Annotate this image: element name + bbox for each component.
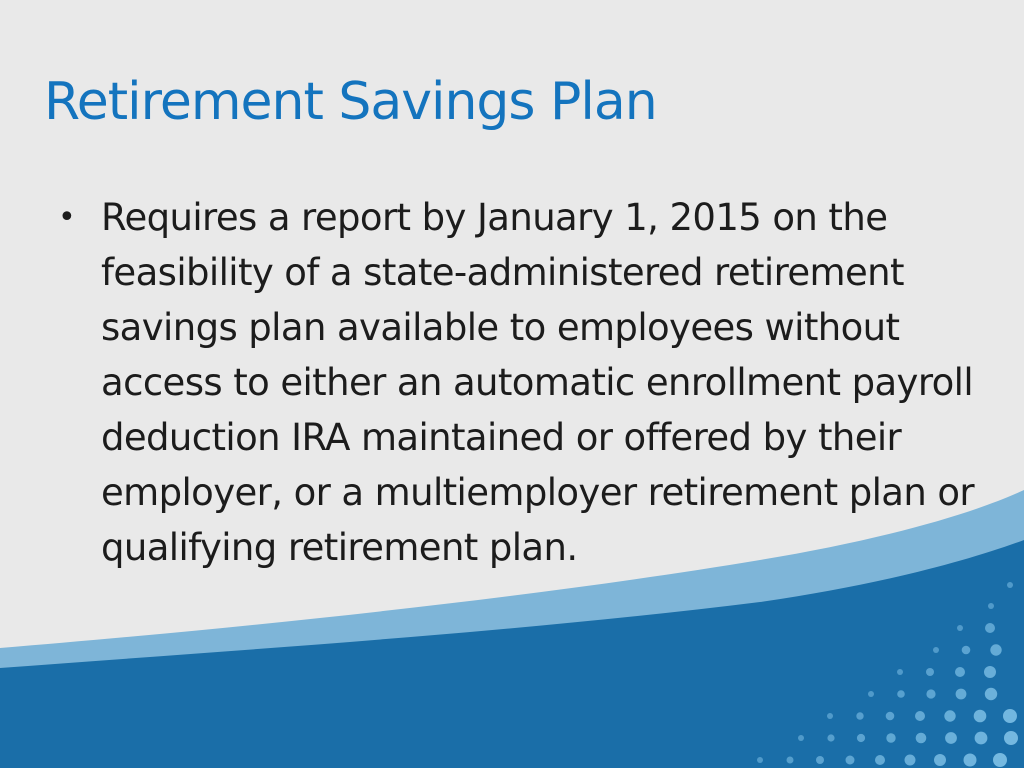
halftone-dot	[886, 733, 895, 742]
bullet-item	[58, 190, 988, 575]
halftone-dot	[827, 734, 834, 741]
bullet-list	[58, 190, 988, 575]
halftone-dot	[897, 669, 903, 675]
halftone-dot	[993, 753, 1007, 767]
halftone-dot	[984, 666, 996, 678]
halftone-dot	[957, 625, 963, 631]
halftone-dot	[787, 757, 794, 764]
halftone-dot	[915, 711, 925, 721]
slide-title: Retirement Savings Plan	[44, 72, 657, 132]
halftone-dot	[868, 691, 874, 697]
halftone-dot	[827, 713, 833, 719]
halftone-dot	[975, 732, 988, 745]
halftone-dot	[988, 603, 994, 609]
halftone-dot	[1003, 709, 1017, 723]
halftone-dot	[944, 710, 955, 721]
halftone-dot	[974, 710, 987, 723]
halftone-dot	[886, 712, 895, 721]
halftone-dot	[956, 689, 967, 700]
halftone-dot	[955, 667, 965, 677]
halftone-dot	[933, 647, 939, 653]
halftone-dot	[916, 733, 927, 744]
halftone-dot	[1004, 731, 1018, 745]
halftone-dot	[945, 732, 957, 744]
halftone-dot	[897, 690, 905, 698]
halftone-dot	[1007, 582, 1013, 588]
halftone-dot	[926, 668, 934, 676]
halftone-dot	[856, 712, 863, 719]
halftone-dot	[757, 757, 763, 763]
halftone-dot	[985, 688, 997, 700]
halftone-dot	[905, 755, 916, 766]
halftone-dot	[875, 755, 885, 765]
halftone-dot	[816, 756, 824, 764]
bullet-icon: •	[58, 200, 76, 235]
halftone-dot	[934, 754, 946, 766]
halftone-dot	[926, 689, 935, 698]
halftone-dot	[846, 756, 855, 765]
halftone-dot	[798, 735, 804, 741]
halftone-dot	[857, 734, 865, 742]
halftone-dot	[985, 623, 995, 633]
bullet-text: Requires a report by January 1, 2015 on the feasibility of a state-administered retirement savings plan available to employees without access to either an automatic enrollment payroll deduction IRA maintained or offered by their employer, or a multiemployer retirement plan or qualifying retirement plan.	[101, 196, 974, 569]
halftone-dot	[962, 646, 971, 655]
halftone-dot	[990, 644, 1001, 655]
halftone-dot	[964, 754, 977, 767]
